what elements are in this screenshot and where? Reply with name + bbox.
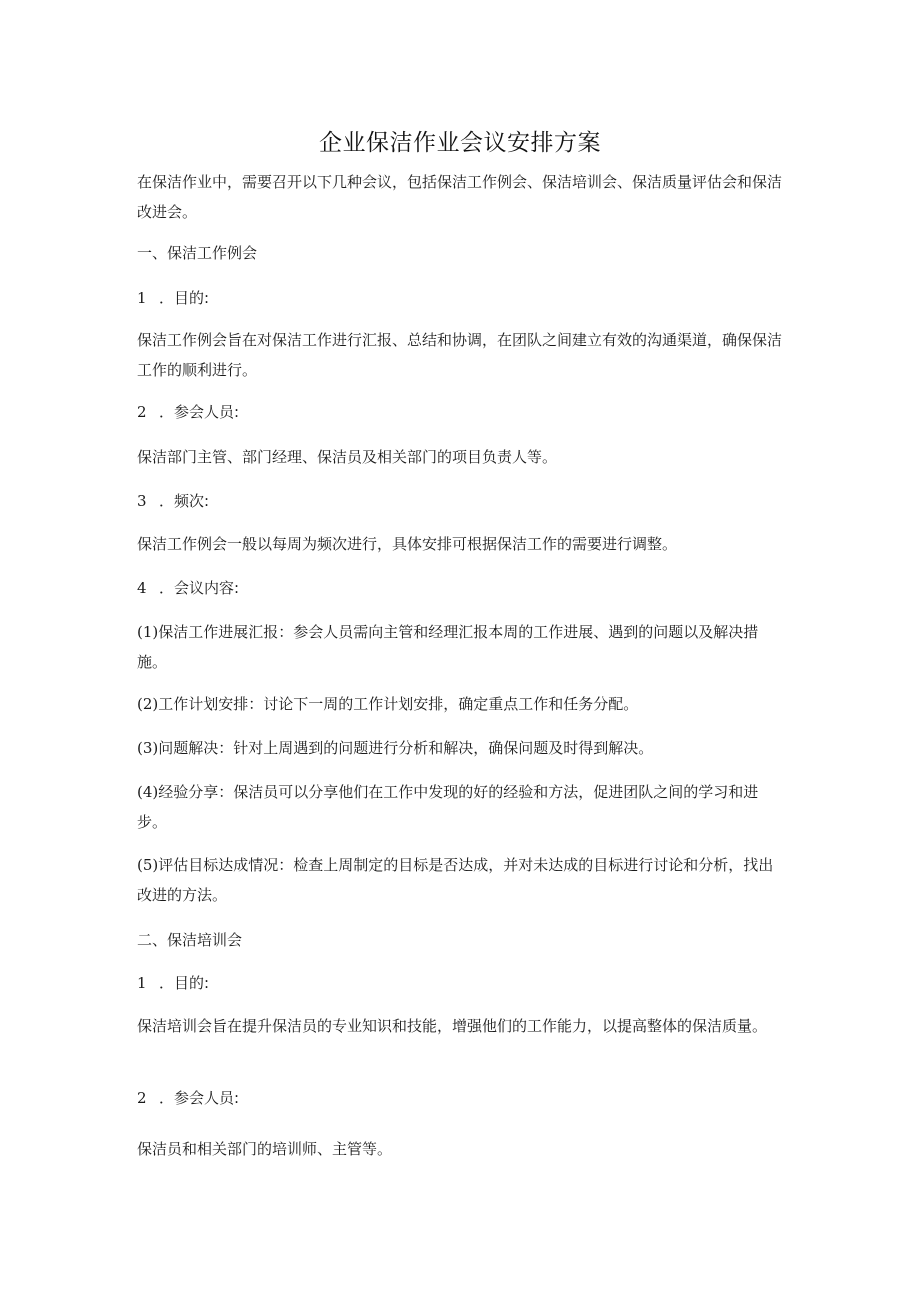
- page-title: 企业保洁作业会议安排方案: [319, 130, 601, 156]
- item-number: 1: [137, 974, 147, 992]
- section2-purpose: 保洁培训会旨在提升保洁员的专业知识和技能，增强他们的工作能力，以提高整体的保洁质量。: [137, 1017, 768, 1035]
- item-label: ．会议内容:: [159, 579, 240, 597]
- content-marker: (1): [137, 623, 159, 641]
- section2-item1: [137, 968, 787, 998]
- section1-item2: [137, 397, 787, 427]
- section1-purpose: 保洁工作例会旨在对保洁工作进行汇报、总结和协调，在团队之间建立有效的沟通渠道，确保保洁工作的顺利进行。: [137, 331, 783, 379]
- content-item-5: [137, 850, 787, 910]
- content-marker: (4): [137, 783, 159, 801]
- item-label: ．目的:: [159, 289, 210, 307]
- intro-paragraph: 在保洁作业中，需要召开以下几种会议，包括保洁工作例会、保洁培训会、保洁质量评估会和保洁改进会。: [137, 173, 783, 221]
- section1-heading: 一、保洁工作例会: [137, 244, 258, 262]
- content-item-4: [137, 777, 787, 837]
- content-text: 保洁工作进展汇报：参会人员需向主管和经理汇报本周的工作进展、遇到的问题以及解决措施。: [137, 623, 759, 671]
- section1-attendees: 保洁部门主管、部门经理、保洁员及相关部门的项目负责人等。: [137, 448, 558, 466]
- item-number: 3: [137, 492, 147, 510]
- content-text: 经验分享：保洁员可以分享他们在工作中发现的好的经验和方法，促进团队之间的学习和进步。: [137, 783, 759, 831]
- item-label: ．参会人员:: [159, 1089, 240, 1107]
- content-item-2: [137, 689, 787, 719]
- item-label: ．频次:: [159, 492, 210, 510]
- content-marker: (3): [137, 739, 159, 757]
- content-item-3: [137, 733, 787, 763]
- content-text: 评估目标达成情况：检查上周制定的目标是否达成，并对未达成的目标进行讨论和分析，找出改进的方法。: [137, 856, 774, 904]
- item-label: ．目的:: [159, 974, 210, 992]
- content-text: 问题解决：针对上周遇到的问题进行分析和解决，确保问题及时得到解决。: [158, 739, 654, 757]
- section1-item4: [137, 573, 787, 603]
- item-number: 2: [137, 403, 147, 421]
- item-label: ．参会人员:: [159, 403, 240, 421]
- section1-frequency: 保洁工作例会一般以每周为频次进行，具体安排可根据保洁工作的需要进行调整。: [137, 535, 678, 553]
- section1-item3: [137, 486, 787, 516]
- content-item-1: [137, 617, 787, 677]
- content-text: 工作计划安排：讨论下一周的工作计划安排，确定重点工作和任务分配。: [158, 695, 639, 713]
- item-number: 1: [137, 289, 147, 307]
- section2-heading: 二、保洁培训会: [137, 931, 243, 949]
- item-number: 2: [137, 1089, 147, 1107]
- item-number: 4: [137, 579, 147, 597]
- content-marker: (2): [137, 695, 159, 713]
- section2-item2: [137, 1083, 787, 1113]
- content-marker: (5): [137, 856, 159, 874]
- section2-attendees: 保洁员和相关部门的培训师、主管等。: [137, 1140, 393, 1158]
- section1-item1: [137, 283, 787, 313]
